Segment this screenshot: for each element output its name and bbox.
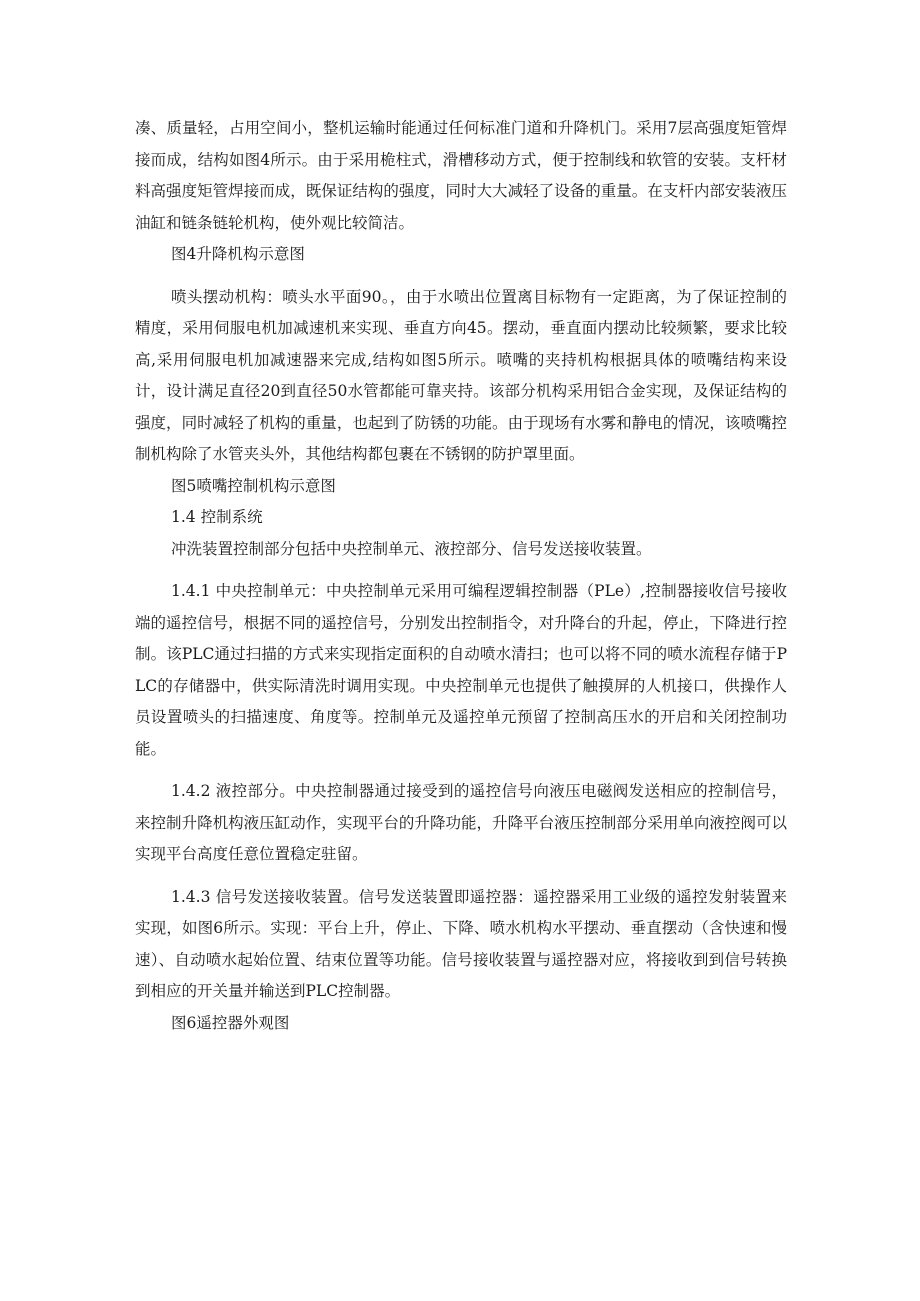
figure-caption-5: 图5喷嘴控制机构示意图 xyxy=(171,476,336,495)
figure-caption-6: 图6遥控器外观图 xyxy=(171,1013,290,1032)
section-heading-control-system: 1.4 控制系统 xyxy=(171,508,263,526)
paragraph-signal-transceiver: 1.4.3 信号发送接收装置。信号发送装置即遥控器：遥控器采用工业级的遥控发射装置来实现，如图6所示。实现：平台上升，停止、下降、喷水机构水平摆动、垂直摆动（含快速和慢速）、自动喷水起始位置、结束位置等功能。信号接收装置与遥控器对应，将接收到到信号转换到相应的开关量并输送到PLC控制器。 xyxy=(135,887,787,1000)
figure-caption-4: 图4升降机构示意图 xyxy=(171,245,305,263)
paragraph-control-overview: 冲洗装置控制部分包括中央控制单元、液控部分、信号发送接收装置。 xyxy=(171,539,652,558)
paragraph-lift-structure: 凑、质量轻，占用空间小，整机运输时能通过任何标准门道和升降机门。采用7层高强度矩管焊接而成，结构如图4所示。由于采用桅柱式，滑槽移动方式，便于控制线和软管的安装。支杆材料高强度矩管焊接而成，既保证结构的强度，同时大大减轻了设备的重量。在支杆内部安装液压油缸和链条链轮机构，使外观比较简洁。 xyxy=(135,119,787,232)
paragraph-hydraulic-control: 1.4.2 液控部分。中央控制器通过接受到的遥控信号向液压电磁阀发送相应的控制信号，来控制升降机构液压缸动作，实现平台的升降功能，升降平台液压控制部分采用单向液控阀可以实现平台高度任意位置稳定驻留。 xyxy=(135,782,787,863)
paragraph-central-control-unit: 1.4.1 中央控制单元：中央控制单元采用可编程逻辑控制器（PLe）,控制器接收信号接收端的遥控信号，根据不同的遥控信号，分别发出控制指令，对升降台的升起，停止，下降进行控制。该PLC通过扫描的方式来实现指定面积的自动喷水清扫；也可以将不同的喷水流程存储于PLC的存储器中，供实际清洗时调用实现。中央控制单元也提供了触摸屏的人机接口，供操作人员设置喷头的扫描速度、角度等。控制单元及遥控单元预留了控制高压水的开启和关闭控制功能。 xyxy=(135,582,787,758)
document-page xyxy=(135,113,787,1039)
paragraph-nozzle-swing: 喷头摆动机构：喷头水平面90。，由于水喷出位置离目标物有一定距离，为了保证控制的精度，采用伺服电机加减速机来实现、垂直方向45。摆动，垂直面内摆动比较频繁，要求比较高,采用伺服电机加减速器来完成,结构如图5所示。喷嘴的夹持机构根据具体的喷嘴结构来设计，设计满足直径20到直径50水管都能可靠夹持。该部分机构采用铝合金实现，及保证结构的强度，同时减轻了机构的重量，也起到了防锈的功能。由于现场有水雾和静电的情况，该喷嘴控制机构除了水管夹头外，其他结构都包裹在不锈钢的防护罩里面。 xyxy=(135,287,787,463)
